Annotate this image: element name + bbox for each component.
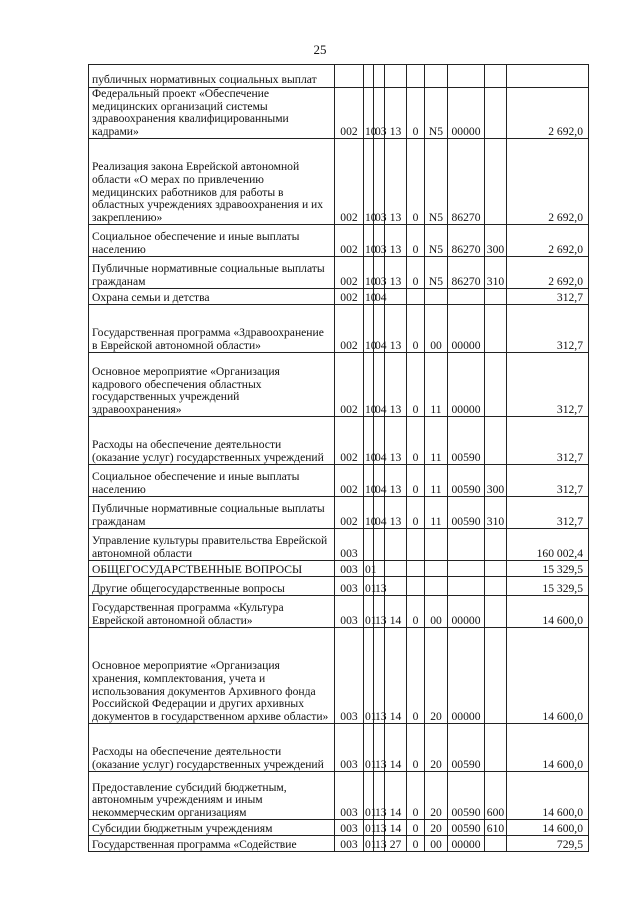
section-code-cell: 10: [364, 353, 374, 417]
amount-cell: 312,7: [507, 353, 589, 417]
section-code-cell: 01: [365, 837, 377, 851]
program-code-cell: [385, 289, 407, 305]
section-code-cell: [364, 529, 374, 561]
section-code-cell: 01: [365, 821, 377, 835]
section-code-cell: 10: [364, 257, 374, 289]
subprogram-code-cell: 0: [407, 257, 425, 289]
table-row: [89, 497, 589, 529]
program-code-cell: 14: [385, 820, 407, 836]
expense-type-code-cell: [485, 596, 507, 628]
subprogram-code-cell: 0: [407, 628, 425, 724]
ministry-code-cell: [335, 65, 364, 88]
expense-name-cell: Государственная программа «Содействие: [89, 836, 335, 852]
ministry-code-cell: 002: [335, 139, 364, 225]
ministry-code-cell: 003: [335, 529, 364, 561]
subsection-code-cell: 13: [374, 772, 385, 820]
page-number: 25: [313, 42, 327, 57]
subsection-code-cell: 03: [374, 257, 385, 289]
activity-code-cell: N5: [425, 257, 448, 289]
ministry-code-cell: 002: [335, 257, 364, 289]
program-code-cell: 14: [385, 724, 407, 772]
subprogram-code-cell: 0: [407, 417, 425, 465]
subprogram-code-cell: 0: [407, 465, 425, 497]
section-code-cell: 10: [364, 225, 374, 257]
expense-name-cell: Федеральный проект «Обеспечение медицинских организаций системы здравоохранения квалифицированными кадрами»: [89, 88, 335, 139]
expense-type-code-cell: 600: [485, 772, 507, 820]
amount-cell: 312,7: [507, 497, 589, 529]
ministry-code-cell: 003: [335, 628, 364, 724]
program-code-cell: 13: [385, 257, 407, 289]
direction-code-cell: [448, 529, 485, 561]
section-code-cell: 01: [364, 628, 374, 724]
expense-name-cell: Другие общегосударственные вопросы: [89, 577, 335, 596]
subsection-code-cell: 13: [374, 577, 385, 596]
subprogram-code-cell: 0: [407, 88, 425, 139]
subprogram-code-cell: [407, 529, 425, 561]
subsection-code-cell: [374, 65, 385, 88]
activity-code-cell: 11: [425, 497, 448, 529]
subprogram-code-cell: 0: [407, 772, 425, 820]
table-row: [89, 596, 589, 628]
program-code-cell: 13: [385, 465, 407, 497]
ministry-code-cell: 002: [335, 417, 364, 465]
direction-code-cell: 00000: [448, 353, 485, 417]
subsection-code-cell: [374, 529, 385, 561]
subsection-code-cell: 04: [374, 353, 385, 417]
expense-type-code-cell: [485, 724, 507, 772]
subprogram-code-cell: [407, 65, 425, 88]
ministry-code-cell: 002: [335, 497, 364, 529]
section-code-cell: 10: [364, 497, 374, 529]
subprogram-code-cell: 0: [407, 353, 425, 417]
activity-code-cell: N5: [425, 88, 448, 139]
expense-name-cell: Основное мероприятие «Организация кадрового обеспечения областных государственных учреждений здравоохранения»: [89, 353, 335, 417]
subsection-code-cell: 03: [374, 225, 385, 257]
table-row: [89, 529, 589, 561]
program-code-cell: [385, 65, 407, 88]
section-code-cell: 01: [364, 724, 374, 772]
table-row: [89, 465, 589, 497]
direction-code-cell: 00590: [448, 724, 485, 772]
activity-code-cell: 11: [425, 417, 448, 465]
expense-type-code-cell: [485, 88, 507, 139]
expense-type-code-cell: [485, 353, 507, 417]
table-row: [89, 353, 589, 417]
table-row: [89, 577, 589, 596]
expense-name-cell: Субсидии бюджетным учреждениям: [89, 820, 335, 836]
subprogram-code-cell: 0: [407, 305, 425, 353]
activity-code-cell: [425, 289, 448, 305]
section-code-cell: [364, 65, 374, 88]
expense-name-cell: Охрана семьи и детства: [89, 289, 335, 305]
expense-name-cell: Государственная программа «Культура Еврейской автономной области»: [89, 596, 335, 628]
section-code-cell: 01: [364, 772, 374, 820]
budget-table-body: [89, 65, 589, 852]
program-code-cell: [385, 577, 407, 596]
subsection-code-cell: 04: [375, 290, 387, 304]
direction-code-cell: 00000: [448, 628, 485, 724]
table-row: [89, 561, 589, 577]
subprogram-code-cell: [407, 561, 425, 577]
amount-cell: 312,7: [507, 465, 589, 497]
subsection-code-cell: 13: [374, 724, 385, 772]
table-row: [89, 772, 589, 820]
direction-code-cell: 86270: [448, 225, 485, 257]
expense-type-code-cell: [485, 139, 507, 225]
activity-code-cell: 20: [425, 820, 448, 836]
expense-type-code-cell: 310: [485, 257, 507, 289]
section-code-cell: 01: [365, 562, 377, 576]
expense-type-code-cell: [485, 305, 507, 353]
direction-code-cell: 00000: [448, 836, 485, 852]
program-code-cell: 13: [385, 139, 407, 225]
direction-code-cell: [448, 289, 485, 305]
section-code-cell: 10: [364, 305, 374, 353]
section-code-cell: 10: [364, 139, 374, 225]
table-row: [89, 820, 589, 836]
ministry-code-cell: 002: [335, 465, 364, 497]
expense-type-code-cell: [485, 577, 507, 596]
ministry-code-cell: 002: [335, 88, 364, 139]
activity-code-cell: [425, 65, 448, 88]
subsection-code-cell: 03: [374, 88, 385, 139]
expense-name-cell: Управление культуры правительства Еврейской автономной области: [89, 529, 335, 561]
expense-name-cell: Расходы на обеспечение деятельности (оказание услуг) государственных учреждений: [89, 724, 335, 772]
ministry-code-cell: 003: [335, 724, 364, 772]
program-code-cell: [385, 561, 407, 577]
activity-code-cell: 20: [425, 724, 448, 772]
program-code-cell: 13: [385, 417, 407, 465]
activity-code-cell: 20: [425, 628, 448, 724]
subsection-code-cell: 04: [374, 465, 385, 497]
subsection-code-cell: 13: [375, 837, 387, 851]
activity-code-cell: 20: [425, 772, 448, 820]
subprogram-code-cell: 0: [407, 497, 425, 529]
subsection-code-cell: 04: [374, 305, 385, 353]
amount-cell: 312,7: [507, 289, 589, 305]
table-row: [89, 65, 589, 88]
expense-type-code-cell: [485, 529, 507, 561]
ministry-code-cell: 003: [335, 596, 364, 628]
expense-name-cell: ОБЩЕГОСУДАРСТВЕННЫЕ ВОПРОСЫ: [89, 561, 335, 577]
amount-cell: 14 600,0: [507, 628, 589, 724]
subprogram-code-cell: 0: [407, 724, 425, 772]
program-code-cell: [385, 529, 407, 561]
amount-cell: [507, 65, 589, 88]
direction-code-cell: 00000: [448, 88, 485, 139]
program-code-cell: 14: [385, 596, 407, 628]
subsection-code-cell: 13: [374, 596, 385, 628]
table-row: [89, 289, 589, 305]
subprogram-code-cell: 0: [407, 139, 425, 225]
table-row: [89, 225, 589, 257]
expense-name-cell: Реализация закона Еврейской автономной области «О мерах по привлечению медицинских работников для работы в областных учреждениях здравоохранения и их закреплению»: [89, 139, 335, 225]
subprogram-code-cell: 0: [407, 225, 425, 257]
direction-code-cell: [448, 561, 485, 577]
table-row: [89, 305, 589, 353]
section-code-cell: 10: [364, 88, 374, 139]
ministry-code-cell: 002: [335, 289, 364, 305]
amount-cell: 14 600,0: [507, 596, 589, 628]
amount-cell: 312,7: [507, 417, 589, 465]
amount-cell: 312,7: [507, 305, 589, 353]
expense-type-code-cell: [485, 628, 507, 724]
ministry-code-cell: 003: [335, 577, 364, 596]
expense-name-cell: Публичные нормативные социальные выплаты гражданам: [89, 497, 335, 529]
expense-type-code-cell: 300: [485, 465, 507, 497]
expense-type-code-cell: [485, 836, 507, 852]
budget-table: [88, 64, 589, 852]
direction-code-cell: 00590: [448, 465, 485, 497]
section-code-cell: 01: [364, 596, 374, 628]
direction-code-cell: 86270: [448, 257, 485, 289]
subsection-code-cell: 13: [374, 628, 385, 724]
activity-code-cell: N5: [425, 225, 448, 257]
table-row: [89, 257, 589, 289]
table-row: [89, 628, 589, 724]
amount-cell: 2 692,0: [507, 139, 589, 225]
table-row: [89, 836, 589, 852]
amount-cell: 2 692,0: [507, 225, 589, 257]
activity-code-cell: [425, 529, 448, 561]
amount-cell: 15 329,5: [507, 577, 589, 596]
program-code-cell: 13: [385, 353, 407, 417]
table-row: [89, 724, 589, 772]
amount-cell: 729,5: [507, 836, 589, 852]
subprogram-code-cell: [407, 289, 425, 305]
subprogram-code-cell: [407, 577, 425, 596]
expense-type-code-cell: 300: [485, 225, 507, 257]
section-code-cell: 01: [364, 577, 374, 596]
section-code-cell: 10: [364, 417, 374, 465]
ministry-code-cell: 003: [335, 836, 364, 852]
direction-code-cell: 00590: [448, 417, 485, 465]
amount-cell: 14 600,0: [507, 820, 589, 836]
direction-code-cell: 00000: [448, 305, 485, 353]
activity-code-cell: [425, 577, 448, 596]
ministry-code-cell: 003: [335, 772, 364, 820]
ministry-code-cell: 002: [335, 353, 364, 417]
table-row: [89, 139, 589, 225]
expense-type-code-cell: [485, 561, 507, 577]
amount-cell: 2 692,0: [507, 257, 589, 289]
direction-code-cell: 00590: [448, 820, 485, 836]
direction-code-cell: [448, 577, 485, 596]
subprogram-code-cell: 0: [407, 836, 425, 852]
program-code-cell: 13: [385, 305, 407, 353]
amount-cell: 2 692,0: [507, 88, 589, 139]
subsection-code-cell: 13: [375, 821, 387, 835]
direction-code-cell: [448, 65, 485, 88]
program-code-cell: 13: [385, 88, 407, 139]
expense-type-code-cell: [485, 417, 507, 465]
direction-code-cell: 00590: [448, 497, 485, 529]
activity-code-cell: 11: [425, 465, 448, 497]
expense-type-code-cell: [485, 65, 507, 88]
direction-code-cell: 00000: [448, 596, 485, 628]
section-code-cell: 10: [365, 290, 377, 304]
expense-name-cell: Социальное обеспечение и иные выплаты населению: [89, 225, 335, 257]
subprogram-code-cell: 0: [407, 596, 425, 628]
activity-code-cell: 00: [425, 836, 448, 852]
expense-name-cell: Расходы на обеспечение деятельности (оказание услуг) государственных учреждений: [89, 417, 335, 465]
activity-code-cell: 00: [425, 596, 448, 628]
activity-code-cell: 00: [425, 305, 448, 353]
subprogram-code-cell: 0: [407, 820, 425, 836]
subsection-code-cell: 04: [374, 497, 385, 529]
amount-cell: 160 002,4: [507, 529, 589, 561]
program-code-cell: 27: [385, 836, 407, 852]
amount-cell: 15 329,5: [507, 561, 589, 577]
expense-type-code-cell: [485, 289, 507, 305]
expense-type-code-cell: 310: [485, 497, 507, 529]
amount-cell: 14 600,0: [507, 724, 589, 772]
expense-name-cell: Публичные нормативные социальные выплаты гражданам: [89, 257, 335, 289]
ministry-code-cell: 002: [335, 225, 364, 257]
ministry-code-cell: 002: [335, 305, 364, 353]
program-code-cell: 13: [385, 497, 407, 529]
table-row: [89, 88, 589, 139]
activity-code-cell: [425, 561, 448, 577]
subsection-code-cell: 03: [374, 139, 385, 225]
direction-code-cell: 86270: [448, 139, 485, 225]
ministry-code-cell: 003: [335, 820, 364, 836]
ministry-code-cell: 003: [335, 561, 364, 577]
amount-cell: 14 600,0: [507, 772, 589, 820]
program-code-cell: 14: [385, 772, 407, 820]
program-code-cell: 13: [385, 225, 407, 257]
expense-name-cell: Основное мероприятие «Организация хранения, комплектования, учета и использования документов Архивного фонда Российской Федерации и других архивных документов в государственном архиве области»: [89, 628, 335, 724]
expense-name-cell: публичных нормативных социальных выплат: [89, 65, 335, 88]
expense-name-cell: Государственная программа «Здравоохранение в Еврейской автономной области»: [89, 305, 335, 353]
table-row: [89, 417, 589, 465]
expense-name-cell: Предоставление субсидий бюджетным, автономным учреждениям и иным некоммерческим организациям: [89, 772, 335, 820]
program-code-cell: 14: [385, 628, 407, 724]
activity-code-cell: 11: [425, 353, 448, 417]
expense-type-code-cell: 610: [485, 820, 507, 836]
expense-name-cell: Социальное обеспечение и иные выплаты населению: [89, 465, 335, 497]
activity-code-cell: N5: [425, 139, 448, 225]
section-code-cell: 10: [364, 465, 374, 497]
subsection-code-cell: 04: [374, 417, 385, 465]
direction-code-cell: 00590: [448, 772, 485, 820]
